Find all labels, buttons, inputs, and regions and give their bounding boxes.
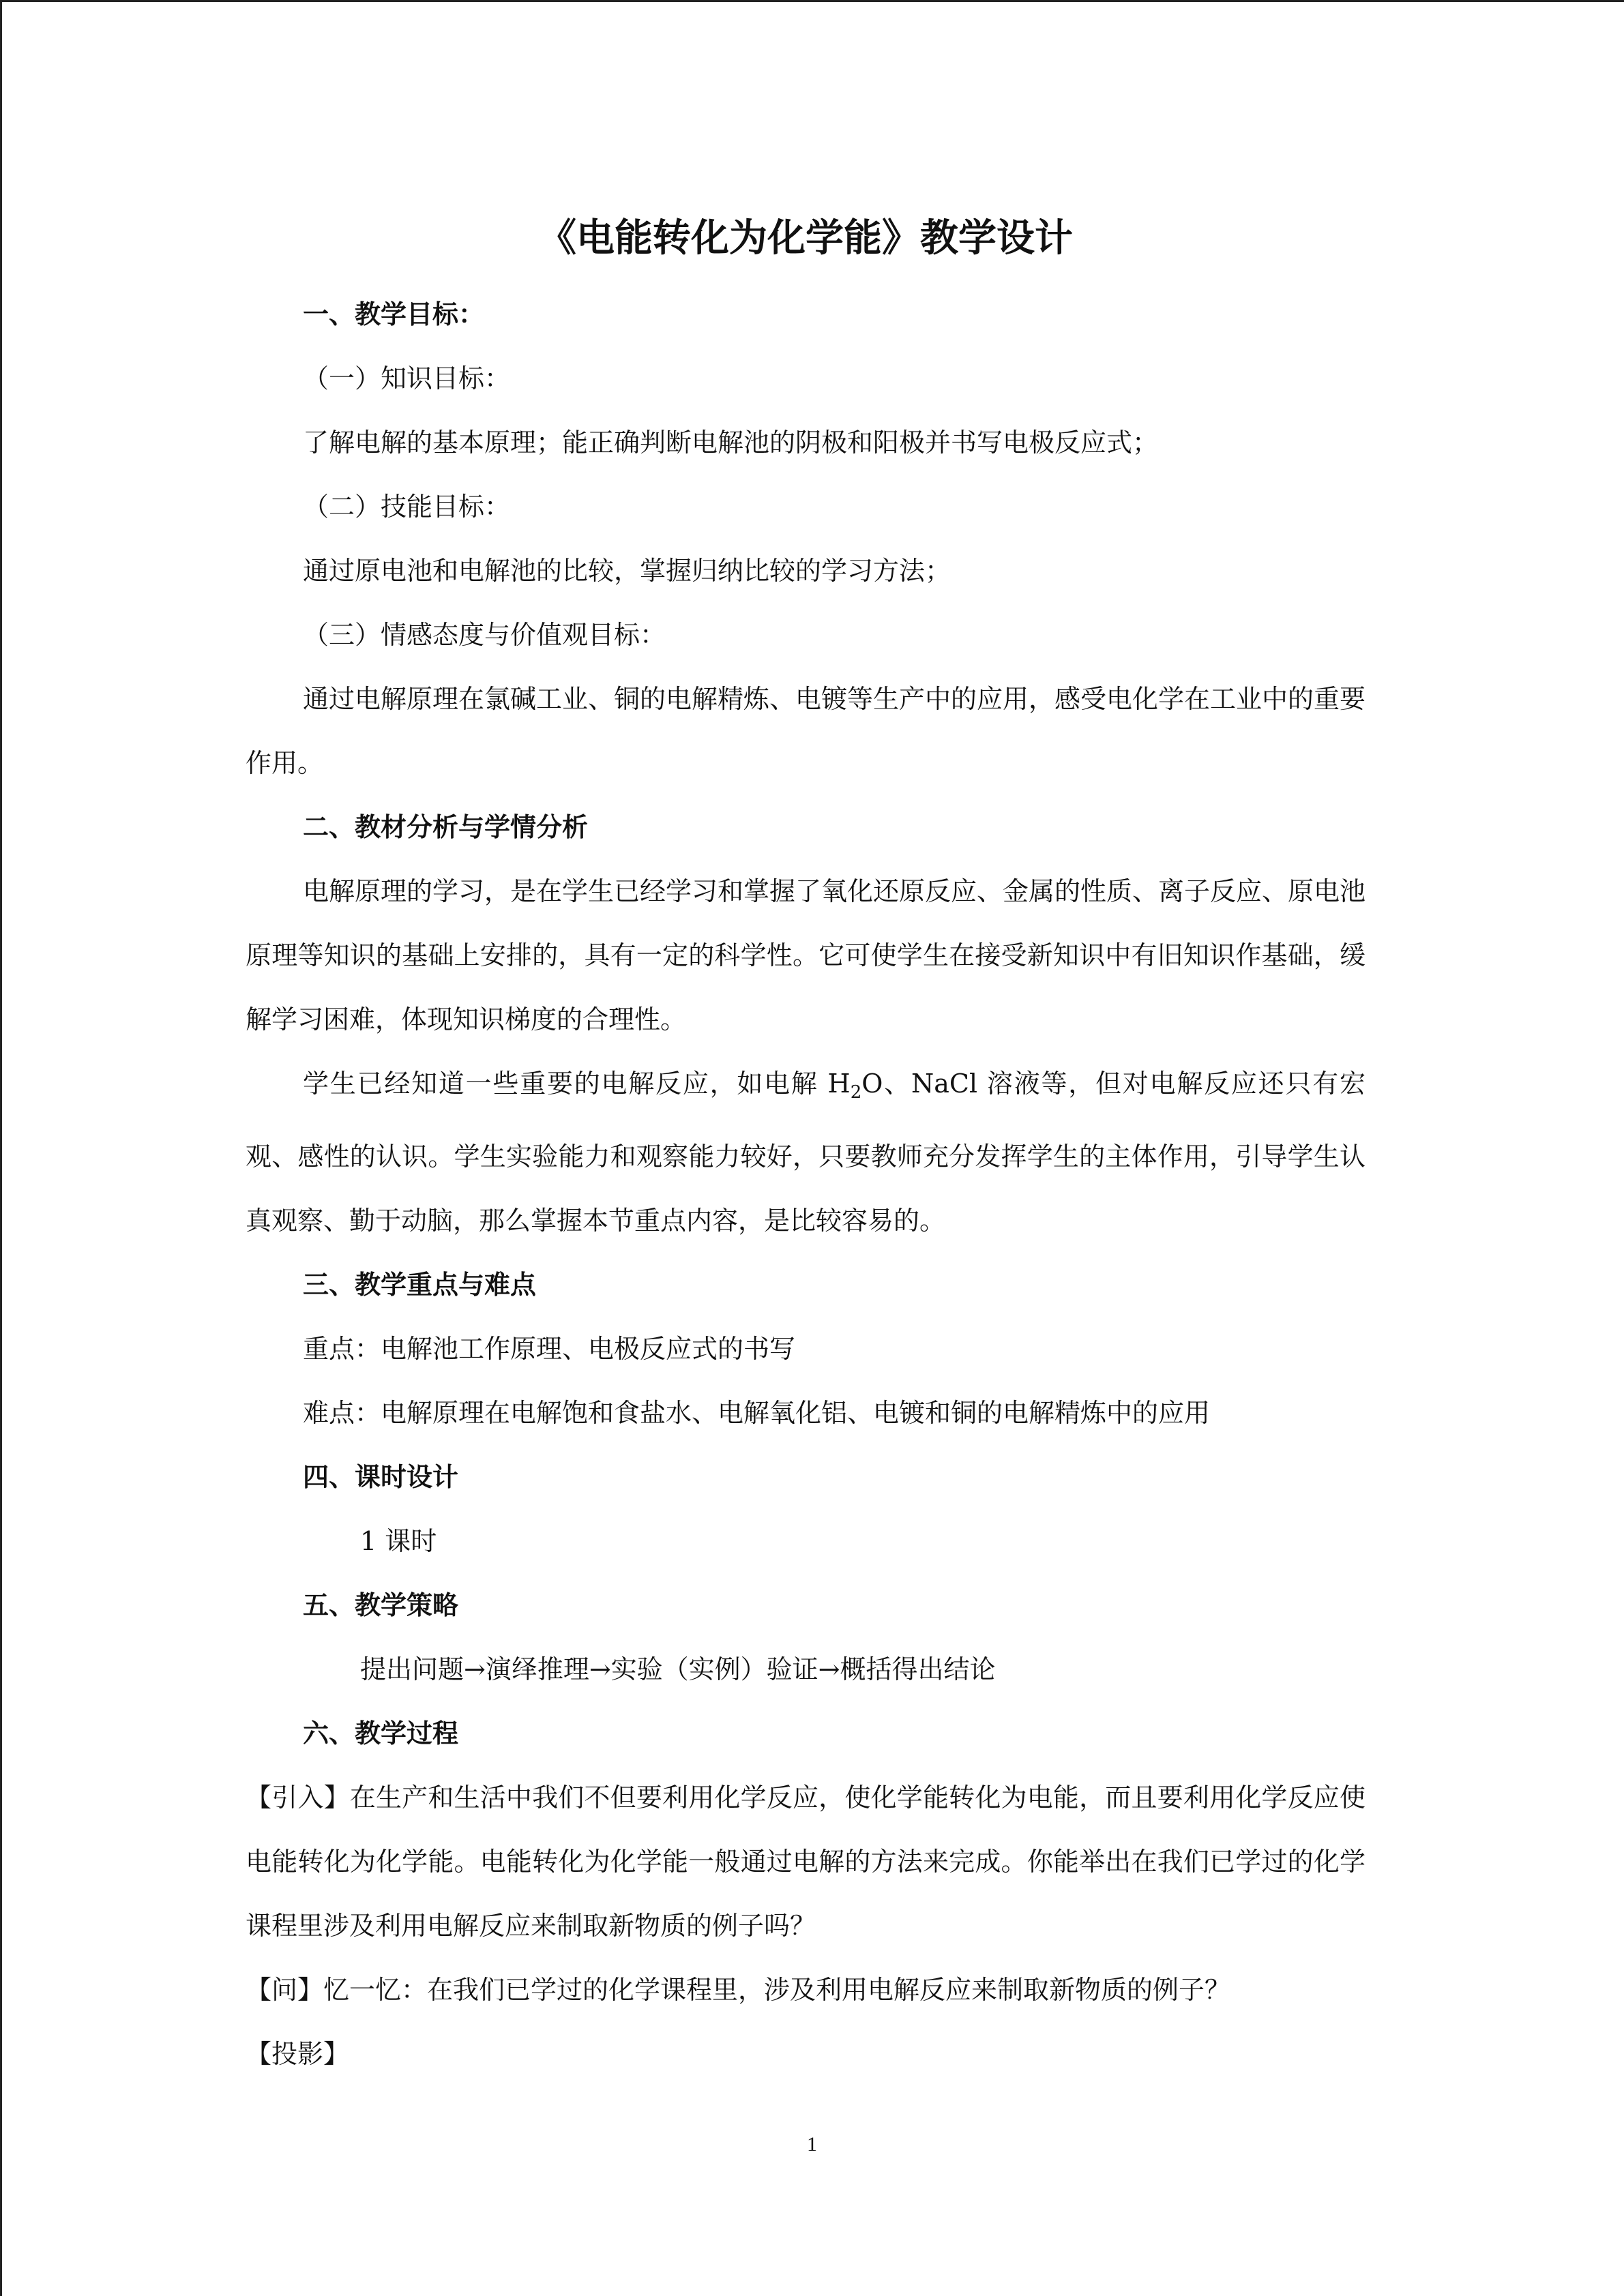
analysis-p2-part-b: O、NaCl 溶液等，但对电解反应还只有宏观、感性的认识。学生实验能力和观察能力较好，只要教师充分发挥学生的主体作用，引导学生认真观察、勤于动脑，那么掌握本节重点内容，是比较容易的。	[246, 1069, 1365, 1236]
knowledge-objective-label: （一）知识目标：	[303, 363, 511, 393]
process-projection: 【投影】	[246, 2039, 350, 2069]
strategy-text: 提出问题→演绎推理→实验（实例）验证→概括得出结论	[360, 1654, 996, 1684]
analysis-paragraph-2	[246, 1052, 1365, 1253]
document-title: 《电能转化为化学能》教学设计	[538, 216, 1073, 260]
section-heading-key-points: 三、教学重点与难点	[303, 1270, 537, 1300]
page-border-left	[0, 0, 2, 2296]
analysis-paragraph-1: 电解原理的学习，是在学生已经学习和掌握了氧化还原反应、金属的性质、离子反应、原电池原理等知识的基础上安排的，具有一定的科学性。它可使学生在接受新知识中有旧知识作基础，缓解学习困难，体现知识梯度的合理性。	[246, 876, 1366, 1034]
skill-objective-text: 通过原电池和电解池的比较，掌握归纳比较的学习方法；	[303, 556, 951, 586]
lesson-hours-text: 1 课时	[360, 1526, 437, 1556]
document-page	[246, 211, 1365, 2086]
section-heading-process: 六、教学过程	[303, 1718, 459, 1748]
page-border-top	[0, 0, 1624, 2]
difficult-point-text: 难点：电解原理在电解饱和食盐水、电解氧化铝、电镀和铜的电解精炼中的应用	[303, 1398, 1211, 1428]
process-intro: 【引入】在生产和生活中我们不但要利用化学反应，使化学能转化为电能，而且要利用化学反应使电能转化为化学能。电能转化为化学能一般通过电解的方法来完成。你能举出在我们已学过的化学课程里涉及利用电解反应来制取新物质的例子吗？	[246, 1783, 1365, 1941]
page-number: 1	[807, 2133, 817, 2156]
emotion-objective-text: 通过电解原理在氯碱工业、铜的电解精炼、电镀等生产中的应用，感受电化学在工业中的重要作用。	[246, 684, 1366, 778]
knowledge-objective-text: 了解电解的基本原理；能正确判断电解池的阴极和阳极并书写电极反应式；	[303, 428, 1159, 458]
skill-objective-label: （二）技能目标：	[303, 492, 511, 522]
section-heading-objectives: 一、教学目标：	[303, 299, 485, 329]
process-question: 【问】忆一忆：在我们已学过的化学课程里，涉及利用电解反应来制取新物质的例子？	[246, 1975, 1231, 2005]
key-point-text: 重点：电解池工作原理、电极反应式的书写	[303, 1334, 796, 1364]
section-heading-strategy: 五、教学策略	[303, 1590, 459, 1620]
section-heading-lesson-hours: 四、课时设计	[303, 1462, 459, 1492]
emotion-objective-label: （三）情感态度与价值观目标：	[303, 620, 666, 650]
analysis-p2-part-a: 学生已经知道一些重要的电解反应，如电解 H	[303, 1069, 851, 1099]
water-subscript: 2	[850, 1082, 862, 1103]
section-heading-analysis: 二、教材分析与学情分析	[303, 812, 589, 842]
